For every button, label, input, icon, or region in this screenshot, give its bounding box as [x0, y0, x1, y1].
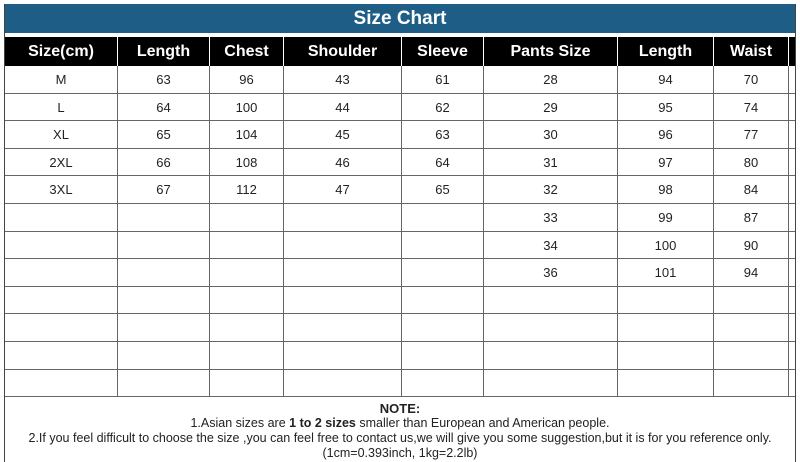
table-cell — [5, 232, 118, 259]
table-row — [5, 176, 795, 204]
table-cell: 77 — [714, 121, 789, 148]
table-row — [5, 94, 795, 122]
table-row — [5, 370, 795, 398]
table-cell — [789, 370, 795, 397]
table-row — [5, 232, 795, 260]
table-cell: 90 — [714, 232, 789, 259]
table-cell — [789, 342, 795, 369]
header-cell: Length — [618, 37, 714, 66]
table-cell — [484, 314, 618, 341]
table-cell: 3XL — [5, 176, 118, 203]
table-cell — [714, 342, 789, 369]
table-cell: 63 — [402, 121, 484, 148]
table-cell — [618, 314, 714, 341]
table-cell — [484, 287, 618, 314]
size-chart-title: Size Chart — [5, 4, 795, 33]
notes-section — [5, 401, 795, 462]
table-cell: 100 — [618, 232, 714, 259]
table-cell — [210, 342, 284, 369]
table-cell: 84 — [714, 176, 789, 203]
table-cell: 28 — [484, 66, 618, 93]
table-cell — [210, 259, 284, 286]
table-cell — [5, 370, 118, 397]
table-row — [5, 66, 795, 94]
table-cell — [789, 314, 795, 341]
table-cell: 45 — [284, 121, 402, 148]
table-cell — [402, 204, 484, 231]
table-cell — [402, 342, 484, 369]
table-cell: 67 — [118, 176, 210, 203]
table-cell: 101 — [618, 259, 714, 286]
table-cell — [284, 287, 402, 314]
table-cell: 62 — [402, 94, 484, 121]
table-cell: XL — [5, 121, 118, 148]
table-cell — [484, 342, 618, 369]
table-cell — [618, 287, 714, 314]
table-cell: 64 — [118, 94, 210, 121]
table-cell: M — [5, 66, 118, 93]
table-cell — [284, 314, 402, 341]
header-cell: Waist — [714, 37, 789, 66]
table-cell: 104 — [210, 121, 284, 148]
table-cell: 63 — [118, 66, 210, 93]
table-cell: 30 — [484, 121, 618, 148]
table-cell — [789, 94, 795, 121]
table-cell — [789, 287, 795, 314]
header-cell: Size(cm) — [5, 37, 118, 66]
table-cell — [789, 121, 795, 148]
table-cell — [402, 232, 484, 259]
table-cell: 74 — [714, 94, 789, 121]
table-cell — [5, 314, 118, 341]
table-cell — [284, 259, 402, 286]
size-table — [5, 37, 795, 397]
table-cell: 64 — [402, 149, 484, 176]
table-cell — [618, 342, 714, 369]
table-cell: 2XL — [5, 149, 118, 176]
table-cell: 61 — [402, 66, 484, 93]
table-cell — [402, 314, 484, 341]
table-cell — [714, 287, 789, 314]
table-cell: 112 — [210, 176, 284, 203]
table-cell — [118, 342, 210, 369]
table-cell — [714, 370, 789, 397]
header-cell: Sleeve — [402, 37, 484, 66]
table-cell: 96 — [210, 66, 284, 93]
table-cell: 95 — [618, 94, 714, 121]
table-row — [5, 314, 795, 342]
table-cell: L — [5, 94, 118, 121]
table-cell — [118, 259, 210, 286]
table-cell: 70 — [714, 66, 789, 93]
table-row — [5, 121, 795, 149]
table-cell — [210, 204, 284, 231]
table-cell — [789, 259, 795, 286]
table-cell — [402, 370, 484, 397]
table-cell — [789, 204, 795, 231]
table-cell: 94 — [714, 259, 789, 286]
table-cell: 65 — [118, 121, 210, 148]
table-cell: 108 — [210, 149, 284, 176]
table-cell — [5, 204, 118, 231]
table-row — [5, 204, 795, 232]
table-cell: 80 — [714, 149, 789, 176]
table-cell: 47 — [284, 176, 402, 203]
table-cell — [618, 370, 714, 397]
table-cell: 65 — [402, 176, 484, 203]
header-cell: Chest — [210, 37, 284, 66]
size-chart-frame — [4, 4, 796, 462]
note-line-1-suffix: smaller than European and American people. — [355, 416, 610, 430]
table-cell: 98 — [618, 176, 714, 203]
table-cell: 97 — [618, 149, 714, 176]
note-line-2: 2.If you feel difficult to choose the size ,you can feel free to contact us,we will give you some suggestion,but it is for you reference only. — [28, 431, 772, 445]
table-cell: 32 — [484, 176, 618, 203]
table-cell — [210, 287, 284, 314]
table-cell — [284, 370, 402, 397]
table-cell — [118, 204, 210, 231]
table-cell: 46 — [284, 149, 402, 176]
table-cell: 96 — [618, 121, 714, 148]
table-header-row — [5, 37, 795, 66]
table-cell — [118, 314, 210, 341]
table-row — [5, 259, 795, 287]
table-cell: 87 — [714, 204, 789, 231]
table-cell: 33 — [484, 204, 618, 231]
table-cell — [402, 259, 484, 286]
table-cell — [284, 342, 402, 369]
table-cell: 100 — [210, 94, 284, 121]
table-cell — [714, 314, 789, 341]
table-cell — [210, 370, 284, 397]
header-cell — [789, 37, 795, 66]
table-cell — [402, 287, 484, 314]
table-cell — [789, 66, 795, 93]
table-cell — [789, 232, 795, 259]
table-cell: 94 — [618, 66, 714, 93]
table-cell — [118, 370, 210, 397]
note-line-1-prefix: 1.Asian sizes are — [190, 416, 290, 430]
table-cell — [284, 232, 402, 259]
table-cell — [284, 204, 402, 231]
header-cell: Shoulder — [284, 37, 402, 66]
table-cell: 43 — [284, 66, 402, 93]
note-line-3: (1cm=0.393inch, 1kg=2.2lb) — [322, 446, 478, 460]
table-cell: 36 — [484, 259, 618, 286]
table-cell — [210, 232, 284, 259]
table-cell — [210, 314, 284, 341]
table-cell: 44 — [284, 94, 402, 121]
table-cell — [789, 149, 795, 176]
table-cell — [118, 232, 210, 259]
table-cell: 66 — [118, 149, 210, 176]
note-title: NOTE: — [379, 401, 421, 416]
table-cell: 99 — [618, 204, 714, 231]
table-cell — [5, 342, 118, 369]
table-cell — [5, 259, 118, 286]
table-row — [5, 342, 795, 370]
table-cell — [5, 287, 118, 314]
table-row — [5, 287, 795, 315]
table-cell: 31 — [484, 149, 618, 176]
table-cell: 34 — [484, 232, 618, 259]
table-cell — [484, 370, 618, 397]
table-cell — [118, 287, 210, 314]
header-cell: Length — [118, 37, 210, 66]
table-body — [5, 66, 795, 397]
header-cell: Pants Size — [484, 37, 618, 66]
table-row — [5, 149, 795, 177]
note-line-1-bold: 1 to 2 sizes — [289, 416, 356, 430]
note-line-1 — [5, 416, 795, 431]
table-cell — [789, 176, 795, 203]
table-cell: 29 — [484, 94, 618, 121]
